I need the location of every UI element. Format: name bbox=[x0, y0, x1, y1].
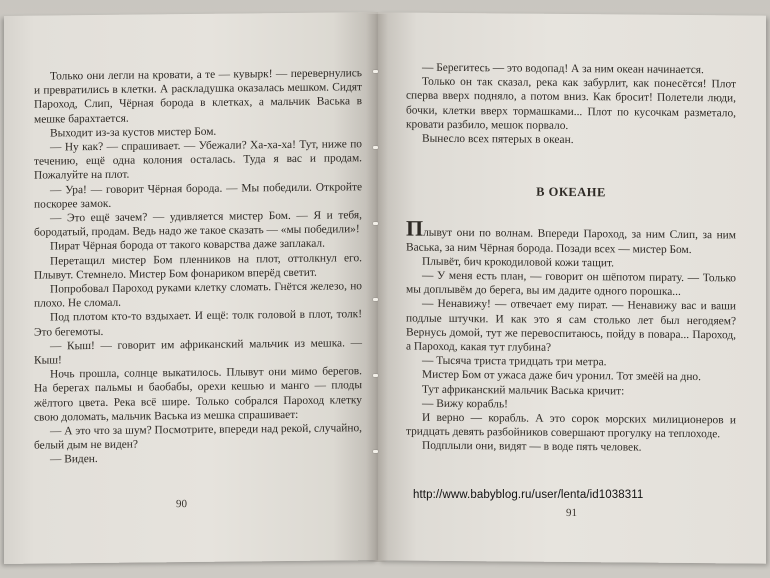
paragraph: — Ура! — говорит Чёрная борода. — Мы победили. Откройте поскорее замок. bbox=[34, 180, 362, 211]
page-number-left: 90 bbox=[176, 498, 187, 511]
paragraph: И верно — корабль. А это сорок морских милиционеров и тридцать девять разбойников совершают прогулку на теплоходе. bbox=[406, 411, 736, 441]
binding-stitch bbox=[373, 222, 378, 225]
drop-cap: П bbox=[406, 215, 424, 242]
right-page bbox=[378, 12, 766, 563]
paragraph: Вынесло всех пятерых в океан. bbox=[422, 132, 574, 147]
paragraph: Мистер Бом от ужаса даже бич уронил. Тот змеёй на дно. bbox=[422, 369, 701, 384]
left-page-text bbox=[34, 66, 362, 467]
right-page-text bbox=[406, 61, 736, 457]
paragraph: — Вижу корабль! bbox=[422, 397, 508, 411]
paragraph: — Тысяча триста тридцать три метра. bbox=[422, 354, 607, 369]
binding-stitch bbox=[373, 374, 378, 377]
paragraph: — У меня есть план, — говорит он шёпотом пирату. — Только мы доплывём до берега, вы им дадите одного порошка... bbox=[406, 269, 736, 299]
paragraph: — Виден. bbox=[50, 453, 98, 466]
paragraph: — Кыш! — говорит им африканский мальчик из мешка. — Кыш! bbox=[34, 337, 362, 367]
watermark-url: http://www.babyblog.ru/user/lenta/id1038311 bbox=[413, 489, 644, 501]
paragraph: Только он так сказал, река как забурлит, как понесётся! Плот сперва вверх подняло, а потом вниз. Как бросит! Полетели люди, бочки, клетки вверх тормашками... Плот по кусочкам разметало, кровати разбило, мешок порвало. bbox=[406, 75, 736, 132]
paragraph: Перетащил мистер Бом пленников на плот, оттолкнул его. Плывут. Стемнело. Мистер Бом фонариком вперёд светит. bbox=[34, 251, 362, 282]
paragraph: Выходит из-за кустов мистер Бом. bbox=[50, 125, 217, 140]
paragraph: — Берегитесь — это водопад! А за ним океан начинается. bbox=[422, 61, 704, 77]
paragraph: Попробовал Пароход руками клетку сломать. Гнётся железо, но плохо. Не сломал. bbox=[34, 280, 362, 310]
binding-stitch bbox=[373, 70, 378, 73]
paragraph: Пират Чёрная борода от такого коварства даже заплакал. bbox=[50, 238, 325, 253]
page-number-right: 91 bbox=[566, 506, 577, 520]
chapter-first-paragraph bbox=[406, 215, 736, 257]
paragraph: Только они легли на кровати, а те — кувырк! — перевернулись и превратились в клетки. А раскладушка оказалась мешком. Сидят Пароход, Слип, Чёрная борода в клетках, а мальчик Васька в мешке барахтается. bbox=[34, 67, 362, 126]
paragraph: — Ненавижу! — отвечает ему пират. — Ненавижу вас и ваши подлые штучки. И как это я сам столько лет был негодяем? Вернусь домой, тут же перевоспитаюсь, пойду в повара... Пароход, а Пароход, какая тут глубина? bbox=[406, 298, 736, 354]
paragraph: Подплыли они, видят — в воде пять человек. bbox=[422, 440, 642, 455]
paragraph-text: лывут они по волнам. Впереди Пароход, за ним Слип, за ним Васька, за ним Чёрная борода. Позади всех — мистер Бом. bbox=[406, 227, 736, 256]
paragraph: — Это ещё зачем? — удивляется мистер Бом. — Я и тебя, бородатый, продам. Ведь надо же такое сказать — «мы победили»! bbox=[34, 209, 362, 239]
binding-stitch bbox=[373, 298, 378, 301]
paragraph: Плывёт, бич крокодиловой кожи тащит. bbox=[422, 255, 614, 270]
paragraph: Тут африканский мальчик Васька кричит: bbox=[422, 383, 625, 398]
paragraph: — А это что за шум? Посмотрите, впереди над рекой, случайно, белый дым не виден? bbox=[34, 422, 362, 452]
paragraph: — Ну как? — спрашивает. — Убежали? Ха-ха-ха! Тут, ниже по течению, ещё одна колония осталась. Туда я вас и продам. Пожалуйте на плот. bbox=[34, 138, 362, 183]
paragraph: Ночь прошла, солнце выкатилось. Плывут они мимо берегов. На берегах пальмы и баобабы, орехи кешью и манго — плоды жёлтого цвета. Река всё шире. Только собрался Пароход клетку свою доломать, мальчик Васька из мешка спрашивает: bbox=[34, 365, 362, 424]
open-book bbox=[4, 14, 766, 570]
paragraph: Под плотом кто-то вздыхает. И ещё: толк головой в плот, толк! Это бегемоты. bbox=[34, 308, 362, 339]
binding-stitch bbox=[373, 450, 378, 453]
left-page bbox=[4, 12, 378, 564]
chapter-title: В ОКЕАНЕ bbox=[536, 184, 606, 200]
binding-stitch bbox=[373, 146, 378, 149]
